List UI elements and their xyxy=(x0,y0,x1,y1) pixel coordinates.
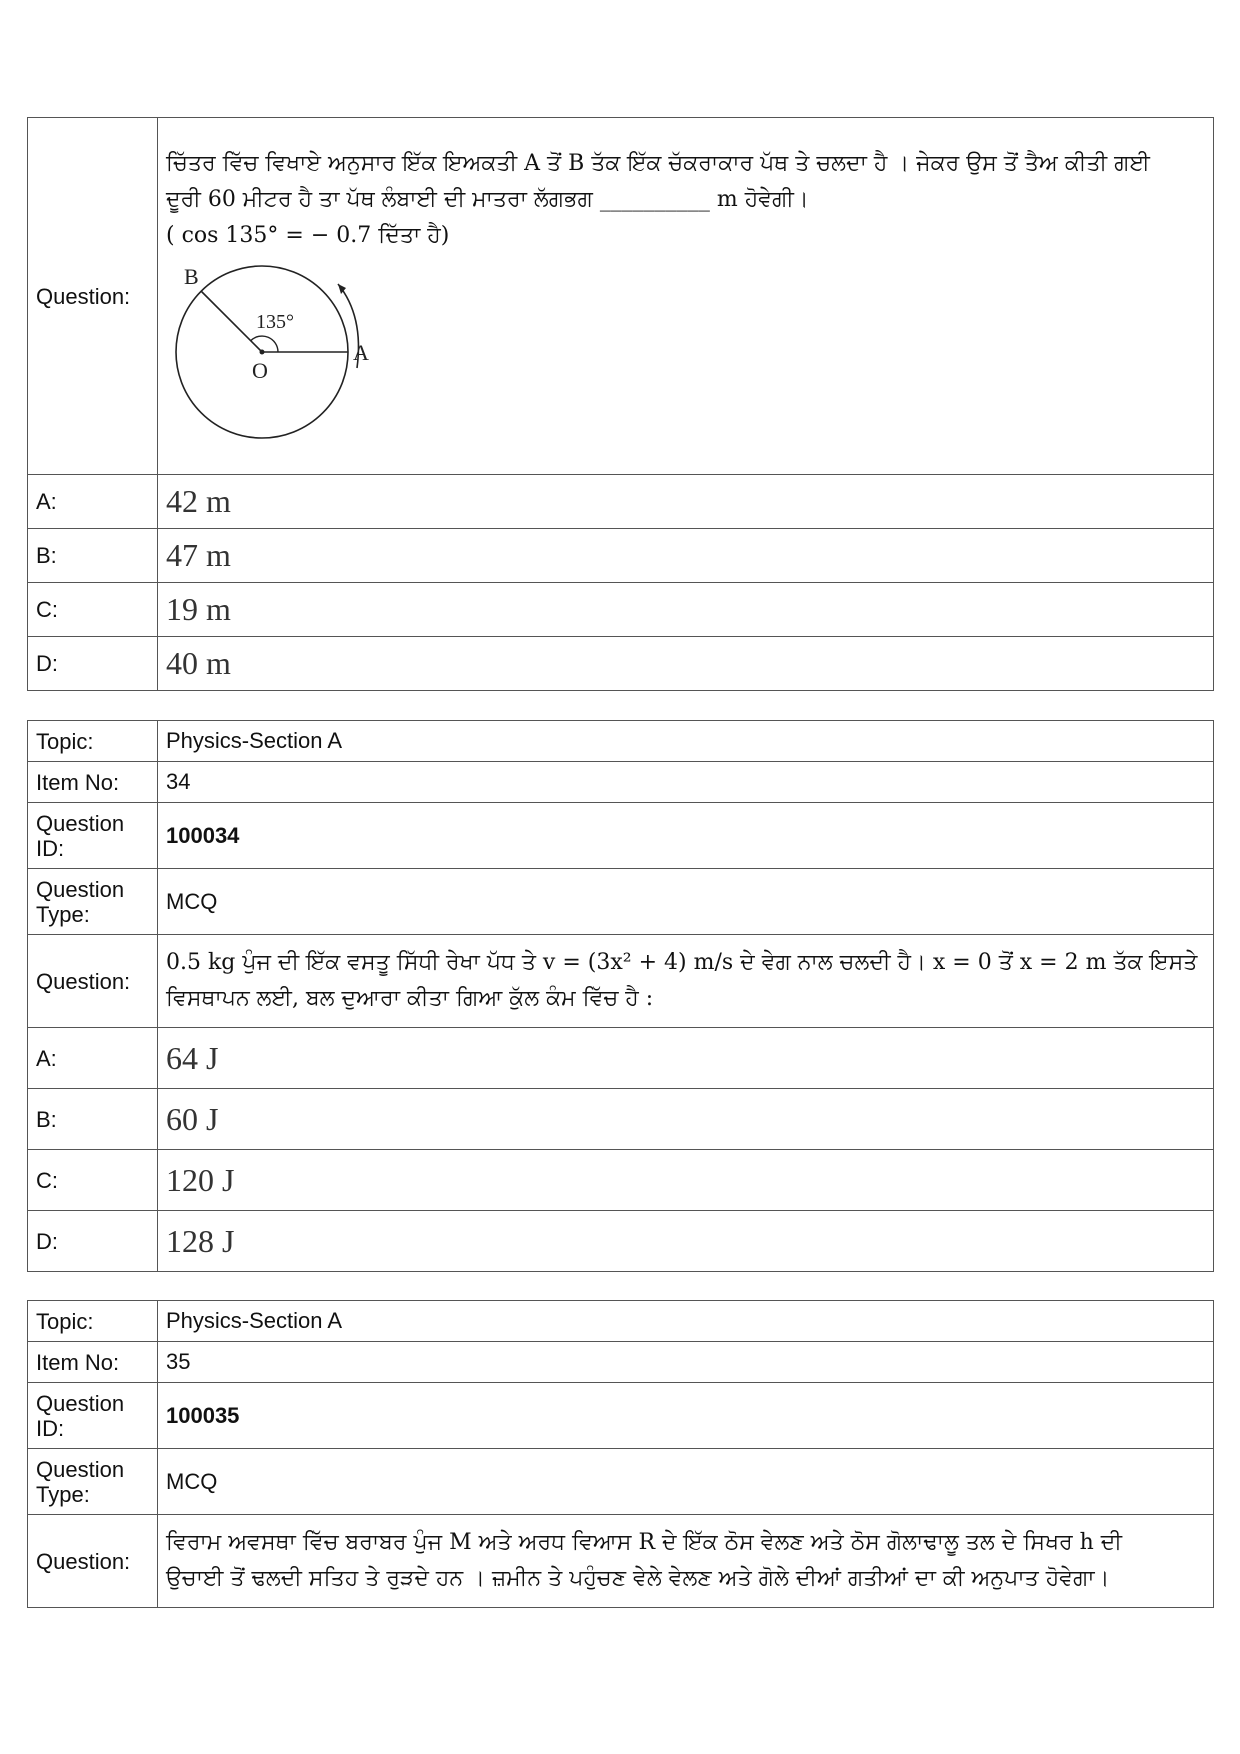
question-line: ( cos 135° = − 0.7 ਦਿੱਤਾ ਹੈ) xyxy=(166,223,450,248)
question-id-label: Question ID: xyxy=(28,1383,158,1449)
option-label: C: xyxy=(28,1150,158,1211)
question-type-label: Question Type: xyxy=(28,1449,158,1515)
question-line: ਵਿਸਥਾਪਨ ਲਈ, ਬਲ ਦੁਆਰਾ ਕੀਤਾ ਗਿਆ ਕੁੱਲ ਕੰਮ ਵਿੱਚ ਹੈ : xyxy=(166,986,654,1011)
option-label: B: xyxy=(28,1089,158,1150)
option-row[interactable] xyxy=(28,583,1214,637)
question-text xyxy=(158,118,1214,475)
question-id-value: 100035 xyxy=(158,1383,1214,1449)
item-34-table xyxy=(27,720,1214,1272)
topic-value: Physics-Section A xyxy=(158,1301,1214,1342)
question-line: 0.5 kg ਪੁੰਜ ਦੀ ਇੱਕ ਵਸਤੂ ਸਿੱਧੀ ਰੇਖਾ ਪੱਧ ਤੇ v = (3x² + 4) m/s ਦੇ ਵੇਗ ਨਾਲ ਚਲਦੀ ਹੈ। x = 0 ਤੋਂ x = 2 m ਤੱਕ ਇਸਤੇ xyxy=(166,950,1198,975)
item-35-table xyxy=(27,1300,1214,1608)
question-row xyxy=(28,1515,1214,1608)
question-text xyxy=(158,935,1214,1028)
option-value: 128 J xyxy=(158,1211,1214,1272)
question-type-value: MCQ xyxy=(158,1449,1214,1515)
center-dot xyxy=(260,350,265,355)
option-row[interactable] xyxy=(28,1089,1214,1150)
option-value: 47 m xyxy=(158,529,1214,583)
option-value: 42 m xyxy=(158,475,1214,529)
item-no-label: Item No: xyxy=(28,762,158,803)
option-value: 60 J xyxy=(158,1089,1214,1150)
question-label: Question: xyxy=(28,1515,158,1608)
option-label: A: xyxy=(28,475,158,529)
option-value: 40 m xyxy=(158,637,1214,691)
item-33-table xyxy=(27,117,1214,691)
option-label: D: xyxy=(28,1211,158,1272)
question-line: ਚਿੱਤਰ ਵਿੱਚ ਵਿਖਾਏ ਅਨੁਸਾਰ ਇੱਕ ਇਅਕਤੀ A ਤੋਂ B ਤੱਕ ਇੱਕ ਚੱਕਰਾਕਾਰ ਪੱਥ ਤੇ ਚਲਦਾ ਹੈ । ਜੇਕਰ ਉਸ ਤੋਂ ਤੈਅ ਕੀਤੀ ਗਈ xyxy=(166,151,1150,176)
topic-label: Topic: xyxy=(28,1301,158,1342)
question-id-value: 100034 xyxy=(158,803,1214,869)
option-row[interactable] xyxy=(28,1028,1214,1089)
item-no-value: 35 xyxy=(158,1342,1214,1383)
question-label: Question: xyxy=(28,118,158,475)
question-line: ਵਿਰਾਮ ਅਵਸਥਾ ਵਿੱਚ ਬਰਾਬਰ ਪੁੰਜ M ਅਤੇ ਅਰਧ ਵਿਆਸ R ਦੇ ਇੱਕ ਠੋਸ ਵੇਲਣ ਅਤੇ ਠੋਸ ਗੋਲਾਢਾਲੂ ਤਲ ਦੇ ਸਿਖਰ h ਦੀ xyxy=(166,1530,1122,1555)
label-a: A xyxy=(353,340,369,365)
topic-value: Physics-Section A xyxy=(158,721,1214,762)
question-line: ਦੂਰੀ 60 ਮੀਟਰ ਹੈ ਤਾ ਪੱਥ ਲੰਬਾਈ ਦੀ ਮਾਤਰਾ ਲੱਗਭਗ __________ m ਹੋਵੇਗੀ। xyxy=(166,187,809,212)
item-no-label: Item No: xyxy=(28,1342,158,1383)
question-id-label: Question ID: xyxy=(28,803,158,869)
question-label: Question: xyxy=(28,935,158,1028)
option-value: 120 J xyxy=(158,1150,1214,1211)
option-row[interactable] xyxy=(28,1150,1214,1211)
item-no-row xyxy=(28,762,1214,803)
option-label: A: xyxy=(28,1028,158,1089)
question-type-label: Question Type: xyxy=(28,869,158,935)
option-label: D: xyxy=(28,637,158,691)
item-no-row xyxy=(28,1342,1214,1383)
question-text xyxy=(158,1515,1214,1608)
angle-label: 135° xyxy=(256,311,294,333)
question-id-row xyxy=(28,1383,1214,1449)
question-type-row xyxy=(28,1449,1214,1515)
option-label: C: xyxy=(28,583,158,637)
question-line: ਉਚਾਈ ਤੋਂ ਢਲਦੀ ਸਤਿਹ ਤੇ ਰੁੜਦੇ ਹਨ । ਜ਼ਮੀਨ ਤੇ ਪਹੁੰਚਣ ਵੇਲੇ ਵੇਲਣ ਅਤੇ ਗੋਲੇ ਦੀਆਂ ਗਤੀਆਂ ਦਾ ਕੀ ਅਨੁਪਾਤ ਹੋਵੇਗਾ। xyxy=(166,1566,1110,1591)
label-o: O xyxy=(252,358,268,383)
question-row xyxy=(28,118,1214,475)
item-no-value: 34 xyxy=(158,762,1214,803)
option-label: B: xyxy=(28,529,158,583)
question-type-value: MCQ xyxy=(158,869,1214,935)
option-row[interactable] xyxy=(28,1211,1214,1272)
topic-row xyxy=(28,721,1214,762)
question-row xyxy=(28,935,1214,1028)
question-id-row xyxy=(28,803,1214,869)
option-row[interactable] xyxy=(28,475,1214,529)
question-type-row xyxy=(28,869,1214,935)
option-value: 19 m xyxy=(158,583,1214,637)
topic-row xyxy=(28,1301,1214,1342)
label-b: B xyxy=(184,264,199,289)
option-value: 64 J xyxy=(158,1028,1214,1089)
radius-ob xyxy=(201,291,262,352)
circle-figure xyxy=(166,256,406,446)
option-row[interactable] xyxy=(28,529,1214,583)
option-row[interactable] xyxy=(28,637,1214,691)
topic-label: Topic: xyxy=(28,721,158,762)
